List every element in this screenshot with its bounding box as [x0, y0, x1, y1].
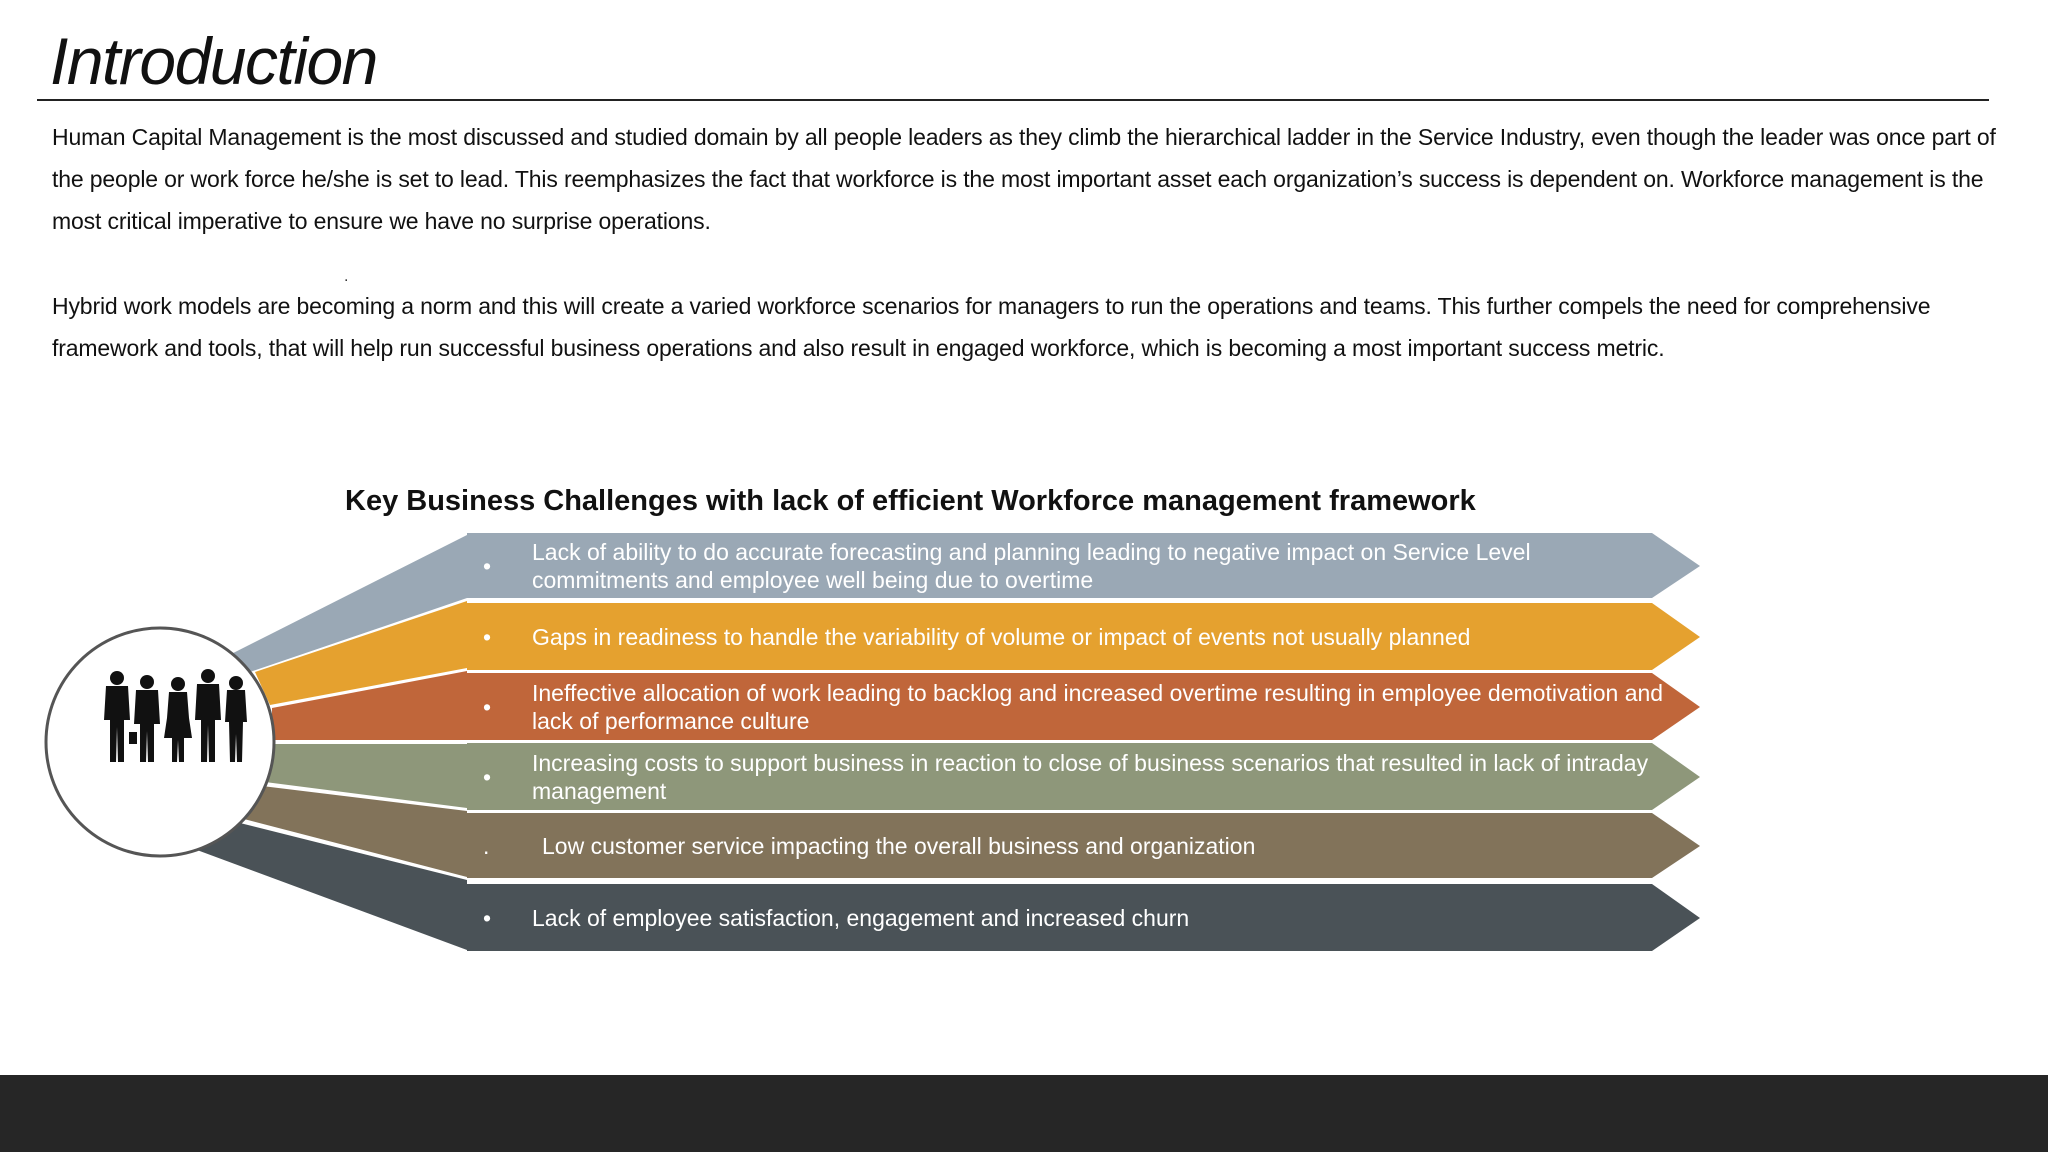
challenge-item-4 — [470, 743, 1670, 810]
challenge-text: Lack of ability to do accurate forecasting and planning leading to negative impact on Service Level commitments and employee well being due to overtime — [532, 538, 1531, 593]
challenge-item-3 — [470, 673, 1670, 740]
diagram-title: Key Business Challenges with lack of efficient Workforce management framework — [345, 485, 1476, 517]
bullet-mark: • — [483, 763, 492, 790]
intro-paragraph-1: Human Capital Management is the most discussed and studied domain by all people leaders as they climb the hierarchical ladder in the Service Industry, even though the leader was once part of the people or work force he/she is set to lead. This reemphasizes the fact that workforce is the most important asset each organization’s success is dependent on. Workforce management is the most critical imperative to ensure we have no surprise operations. — [52, 124, 1996, 234]
challenge-item-6 — [470, 884, 1670, 951]
intro-paragraph-2: Hybrid work models are becoming a norm and this will create a varied workforce scenarios for managers to run the operations and teams. This further compels the need for comprehensive framework and tools, that will help run successful business operations and also result in engaged workforce, which is becoming a most important success metric. — [52, 293, 1931, 361]
stray-mark: . — [344, 268, 349, 285]
challenge-item-1 — [470, 533, 1670, 598]
bullet-mark: • — [483, 552, 492, 579]
bullet-mark: • — [483, 904, 492, 931]
bullet-mark: • — [483, 693, 492, 720]
bullet-mark: • — [483, 623, 492, 650]
challenge-text: Gaps in readiness to handle the variability of volume or impact of events not usually planned — [532, 623, 1471, 650]
challenge-text: Ineffective allocation of work leading to backlog and increased overtime resulting in employee demotivation and lack of performance culture — [532, 679, 1664, 734]
footer-bar — [0, 1075, 2048, 1152]
challenge-text: Low customer service impacting the overall business and organization — [542, 832, 1256, 859]
challenge-item-5 — [470, 813, 1670, 878]
slide-title: Introduction — [50, 24, 377, 98]
challenge-text: Lack of employee satisfaction, engagement and increased churn — [532, 904, 1190, 931]
challenge-item-2 — [470, 603, 1670, 670]
challenge-text: Increasing costs to support business in reaction to close of business scenarios that resulted in lack of intraday management — [532, 749, 1649, 804]
bullet-mark: . — [483, 832, 490, 859]
